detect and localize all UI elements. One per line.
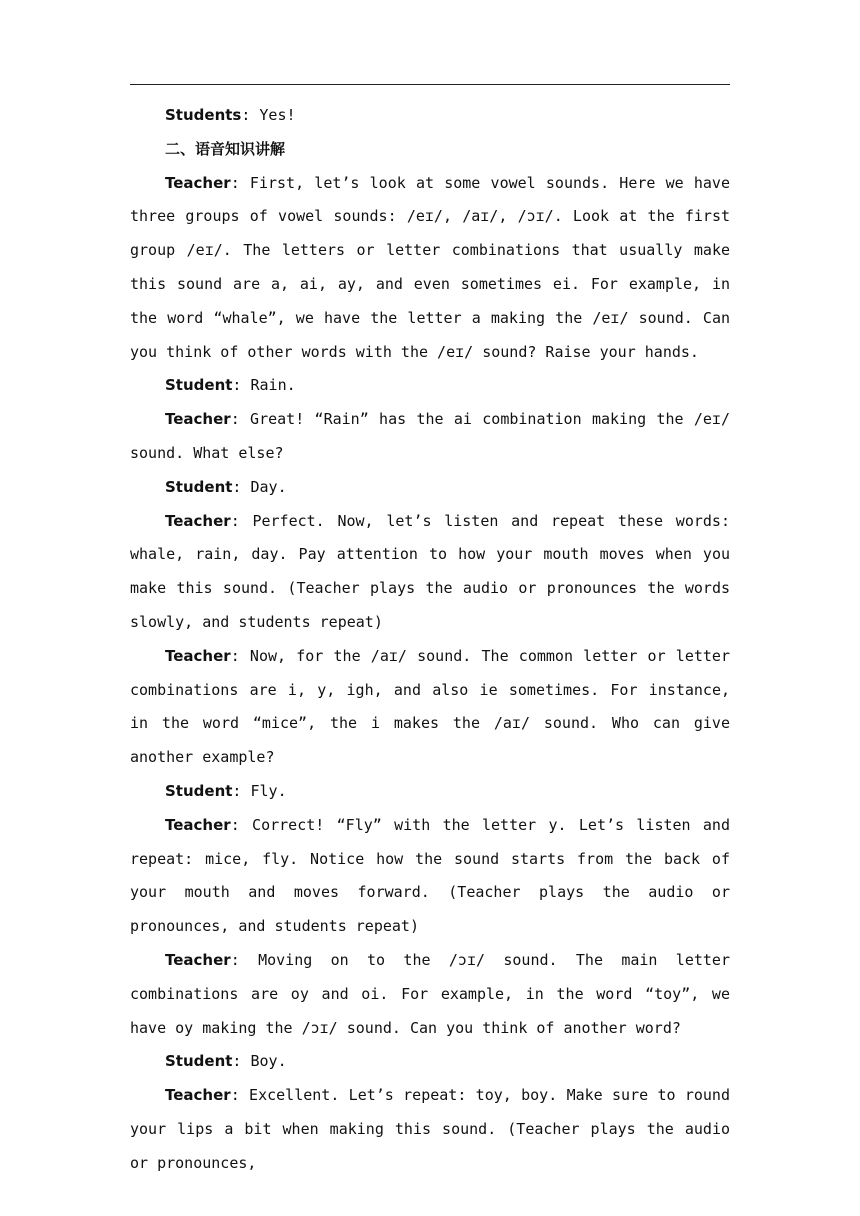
dialogue-line	[130, 809, 730, 944]
dialogue-text: : Rain.	[232, 376, 296, 395]
speaker-label: Student	[165, 1052, 233, 1071]
speaker-label: Teacher	[165, 511, 231, 530]
dialogue-line	[130, 167, 730, 370]
dialogue-text: : Fly.	[232, 781, 287, 800]
dialogue-line	[130, 1079, 730, 1180]
dialogue-text: : Moving on to the /ɔɪ/ sound. The main letter combinations are oy and oi. For example, in the word “toy”, we have oy making the /ɔɪ/ sound. Can you think of another word?	[130, 950, 730, 1037]
dialogue-text: : Excellent. Let’s repeat: toy, boy. Make sure to round your lips a bit when making this sound. (Teacher plays the audio or pronounces,	[130, 1086, 730, 1172]
speaker-label: Students	[165, 106, 242, 124]
speaker-label: Student	[165, 477, 233, 496]
dialogue-text: : Day.	[232, 477, 287, 496]
speaker-label: Student	[165, 376, 233, 395]
speaker-label: Teacher	[165, 950, 231, 969]
dialogue-text: : Boy.	[232, 1052, 287, 1071]
dialogue-line	[130, 369, 730, 403]
dialogue-text: : First, let’s look at some vowel sounds. Here we have three groups of vowel sounds: /eɪ/, /aɪ/, /ɔɪ/. Look at the first group /eɪ/. The letters or letter combinations that usually make this sound are a, ai, ay, and even sometimes ei. For example, in the word “whale”, we have the letter a making the /eɪ/ sound. Can you think of other words with the /eɪ/ sound? Raise your hands.	[130, 173, 730, 361]
dialogue-text: : Great! “Rain” has the ai combination making the /eɪ/ sound. What else?	[130, 410, 730, 462]
header-rule	[130, 84, 730, 85]
speaker-label: Teacher	[165, 815, 231, 834]
dialogue-line	[130, 471, 730, 505]
speaker-label: Teacher	[165, 410, 231, 429]
dialogue-text: : Correct! “Fly” with the letter y. Let’s listen and repeat: mice, fly. Notice how the sound starts from the back of your mouth and moves forward. (Teacher plays the audio or pronounces, and students repeat)	[130, 815, 730, 936]
dialogue-text: : Perfect. Now, let’s listen and repeat these words: whale, rain, day. Pay attention to how your mouth moves when you make this sound. (Teacher plays the audio or pronounces the words slowly, and students repeat)	[130, 511, 730, 631]
dialogue-text: : Yes!	[241, 106, 296, 124]
document-body	[130, 99, 730, 1181]
speaker-label: Student	[165, 781, 233, 800]
speaker-label: Teacher	[165, 173, 231, 192]
section-heading: 二、语音知识讲解	[165, 139, 286, 158]
dialogue-text: : Now, for the /aɪ/ sound. The common letter or letter combinations are i, y, igh, and also ie sometimes. For instance, in the word “mice”, the i makes the /aɪ/ sound. Who can give another example?	[130, 646, 730, 767]
speaker-label: Teacher	[165, 646, 231, 665]
dialogue-line	[130, 505, 730, 640]
speaker-label: Teacher	[165, 1086, 231, 1105]
dialogue-line	[130, 640, 730, 775]
dialogue-line	[130, 775, 730, 809]
dialogue-line	[130, 99, 730, 133]
dialogue-line	[130, 403, 730, 471]
dialogue-line	[130, 1045, 730, 1079]
dialogue-line	[130, 944, 730, 1045]
